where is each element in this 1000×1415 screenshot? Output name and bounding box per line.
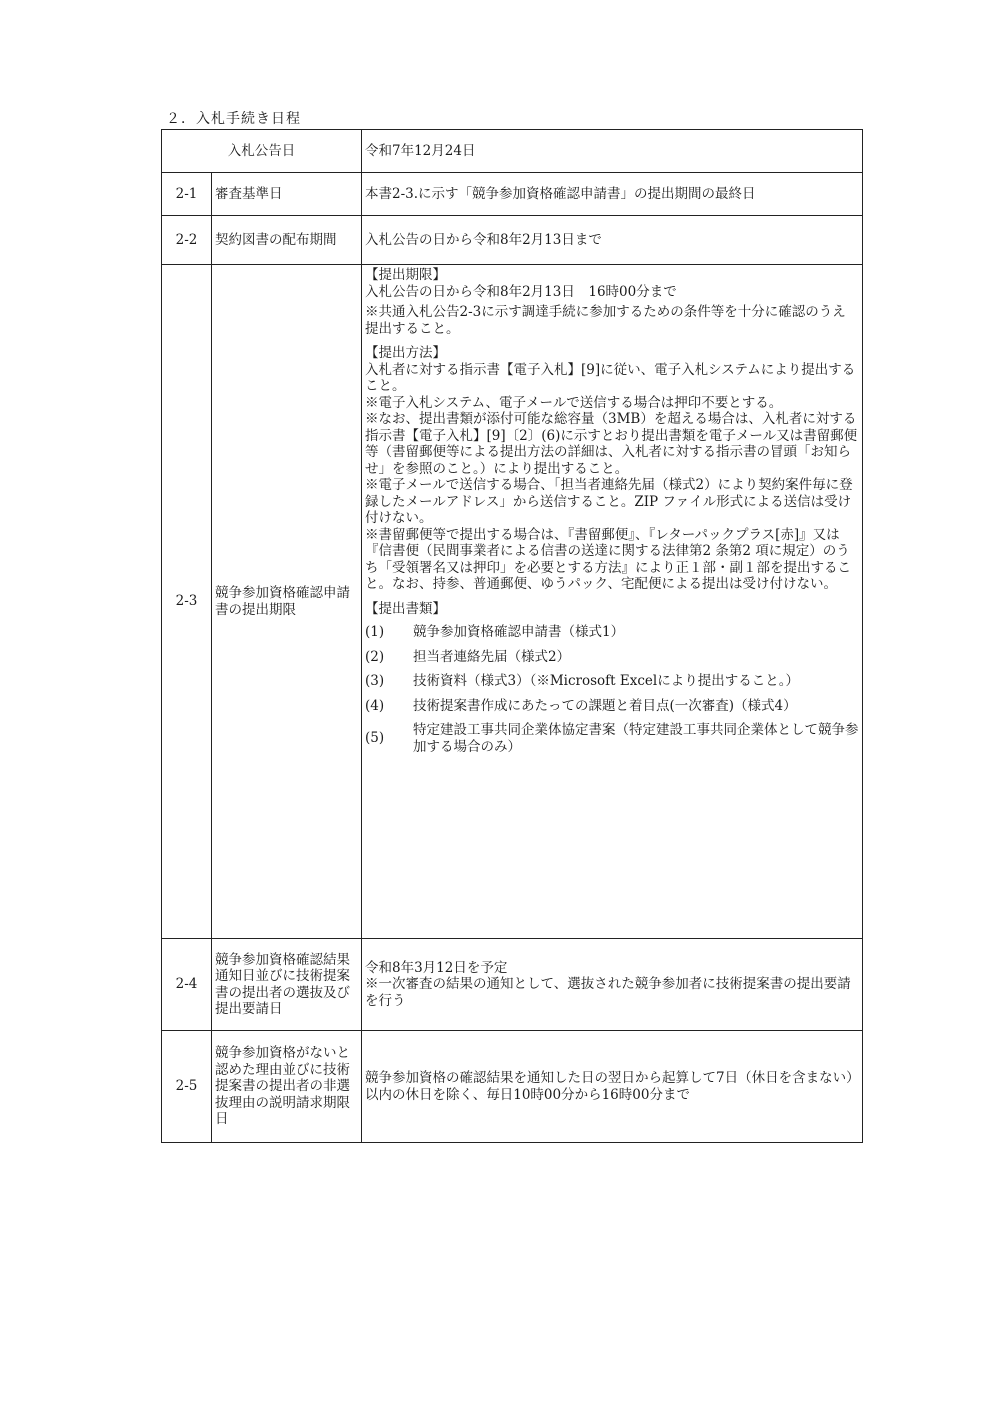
doc-text: 特定建設工事共同企業体協定書案（特定建設工事共同企業体として競争参加する場合のみ） <box>413 722 859 755</box>
list-item <box>365 645 859 670</box>
method-note: ※書留郵便等で提出する場合は、『書留郵便』、『レターパックプラス[赤]』又は『信書便（民間事業者による信書の送達に関する法律第2 条第2 項に規定）のうち「受領署名又は押印」を必要とする方法』により正１部・副１部を提出すること。なお、持参、普通郵便、ゆうパック、宅配便による提出は受け付けない。 <box>365 526 851 592</box>
method-title: 【提出方法】 <box>365 345 446 361</box>
row-value: 入札公告の日から令和8年2月13日まで <box>362 216 863 265</box>
row-number: 2-5 <box>162 1031 212 1143</box>
row-item: 競争参加資格がないと認めた理由並びに技術提案書の提出者の非選抜理由の説明請求期限日 <box>212 1031 362 1143</box>
table-row <box>162 130 863 173</box>
row-item: 競争参加資格確認結果通知日並びに技術提案書の提出者の選抜及び提出要請日 <box>212 939 362 1031</box>
doc-number: (4) <box>365 697 385 714</box>
method-note: ※電子入札システム、電子メールで送信する場合は押印不要とする。 <box>365 394 783 411</box>
row-label: 入札公告日 <box>162 130 362 173</box>
page-heading: ２．入札手続き日程 <box>166 111 301 127</box>
doc-number: (5) <box>365 730 385 747</box>
row-number: 2-1 <box>162 173 212 216</box>
row-item: 契約図書の配布期間 <box>212 216 362 265</box>
table-row <box>162 173 863 216</box>
doc-number: (1) <box>365 624 385 640</box>
deadline-title: 【提出期限】 <box>365 267 446 283</box>
table-row <box>162 265 863 939</box>
method-text: 入札者に対する指示書【電子入札】[9]に従い、電子入札システムにより提出すること。 <box>365 361 856 394</box>
doc-text: 技術提案書作成にあたっての課題と着目点(一次審査)（様式4） <box>413 697 797 714</box>
doc-text: 競争参加資格確認申請書（様式1） <box>413 624 625 640</box>
row-number: 2-3 <box>162 265 212 939</box>
row-item: 競争参加資格確認申請書の提出期限 <box>212 265 362 939</box>
list-item <box>365 718 859 759</box>
row-number: 2-2 <box>162 216 212 265</box>
row-value: 令和7年12月24日 <box>362 130 863 173</box>
doc-text: 技術資料（様式3）（※Microsoft Excelにより提出すること。） <box>413 673 799 689</box>
row-value: 令和8年3月12日を予定 <box>365 959 508 976</box>
docs-list <box>365 620 859 759</box>
row-value-cell <box>362 939 863 1031</box>
doc-number: (2) <box>365 648 385 665</box>
row-number: 2-4 <box>162 939 212 1031</box>
row-item: 審査基準日 <box>212 173 362 216</box>
row-value: 競争参加資格の確認結果を通知した日の翌日から起算して7日（休日を含まない）以内の休日を除く、毎日10時00分から16時00分まで <box>362 1031 863 1143</box>
method-note: ※なお、提出書類が添付可能な総容量（3MB）を超える場合は、入札者に対する指示書【電子入札】[9]〔2〕(6)に示すとおり提出書類を電子メール又は書留郵便等（書留郵便等による提出方法の詳細は、入札者に対する指示書の冒頭「お知らせ」を参照のこと。）により提出すること。 <box>365 411 858 477</box>
list-item <box>365 669 859 694</box>
deadline-text: 入札公告の日から令和8年2月13日 16時00分まで <box>365 283 677 300</box>
method-note: ※電子メールで送信する場合、「担当者連絡先届（様式2）により契約案件毎に登録したメールアドレス」から送信すること。ZIP ファイル形式による送信は受け付けない。 <box>365 477 853 526</box>
table-row <box>162 1031 863 1143</box>
doc-number: (3) <box>365 673 385 689</box>
table-row <box>162 939 863 1031</box>
row-note: ※一次審査の結果の通知として、選抜された競争参加者に技術提案書の提出要請を行う <box>365 976 851 1009</box>
table-row <box>162 216 863 265</box>
schedule-table <box>161 129 863 1143</box>
deadline-note: ※共通入札公告2-3に示す調達手続に参加するための条件等を十分に確認のうえ提出すること。 <box>365 304 846 337</box>
docs-title: 【提出書類】 <box>365 600 446 617</box>
submission-details <box>362 265 863 939</box>
doc-text: 担当者連絡先届（様式2） <box>413 648 571 665</box>
list-item <box>365 694 859 719</box>
row-value: 本書2-3.に示す「競争参加資格確認申請書」の提出期間の最終日 <box>362 173 863 216</box>
list-item <box>365 620 859 645</box>
